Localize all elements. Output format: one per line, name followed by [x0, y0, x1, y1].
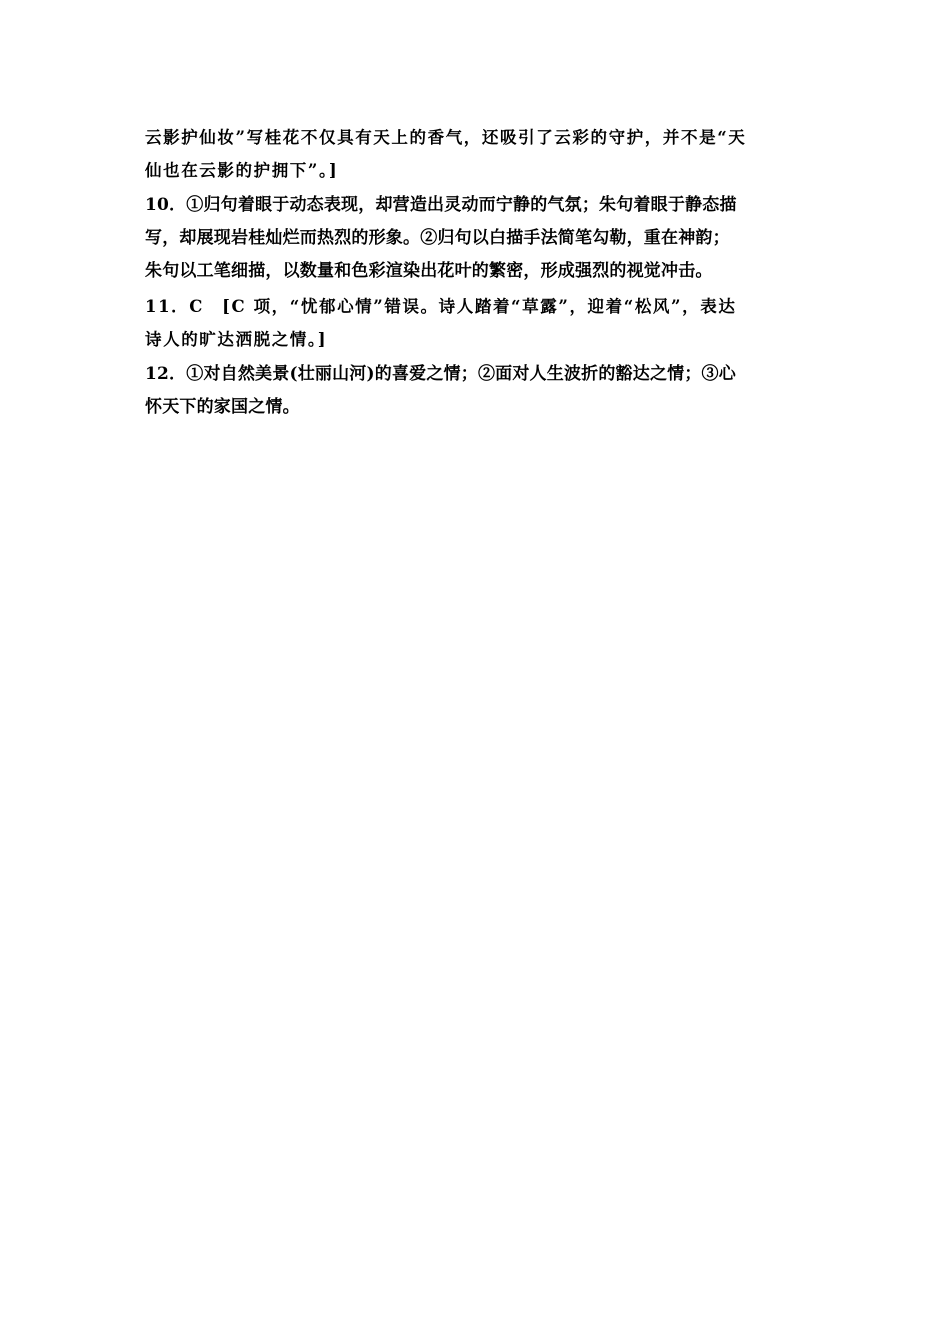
text-line: 11．C [C 项，“忧郁心情”错误。诗人踏着“草露”，迎着“松风”，表达: [145, 297, 737, 316]
answer-text-block: [145, 121, 807, 424]
text-line: 朱句以工笔细描，以数量和色彩渲染出花叶的繁密，形成强烈的视觉冲击。: [145, 261, 713, 281]
text-line: 10．①归句着眼于动态表现，却营造出灵动而宁静的气氛；朱句着眼于静态描: [145, 195, 737, 215]
text-line: 云影护仙妆”写桂花不仅具有天上的香气，还吸引了云彩的守护，并不是“天: [145, 128, 747, 147]
text-line: 诗人的旷达洒脱之情。]: [145, 330, 328, 349]
answer-12: [145, 358, 807, 424]
answer-9-explanation-continued: [145, 121, 807, 187]
text-line: 仙也在云影的护拥下”。]: [145, 161, 339, 180]
answer-11: [145, 290, 807, 356]
text-line: 怀天下的家国之情。: [145, 397, 300, 417]
answer-10: [145, 189, 807, 288]
text-line: 12．①对自然美景(壮丽山河)的喜爱之情；②面对人生波折的豁达之情；③心: [145, 364, 736, 384]
text-line: 写，却展现岩桂灿烂而热烈的形象。②归句以白描手法简笔勾勒，重在神韵；: [145, 228, 730, 248]
